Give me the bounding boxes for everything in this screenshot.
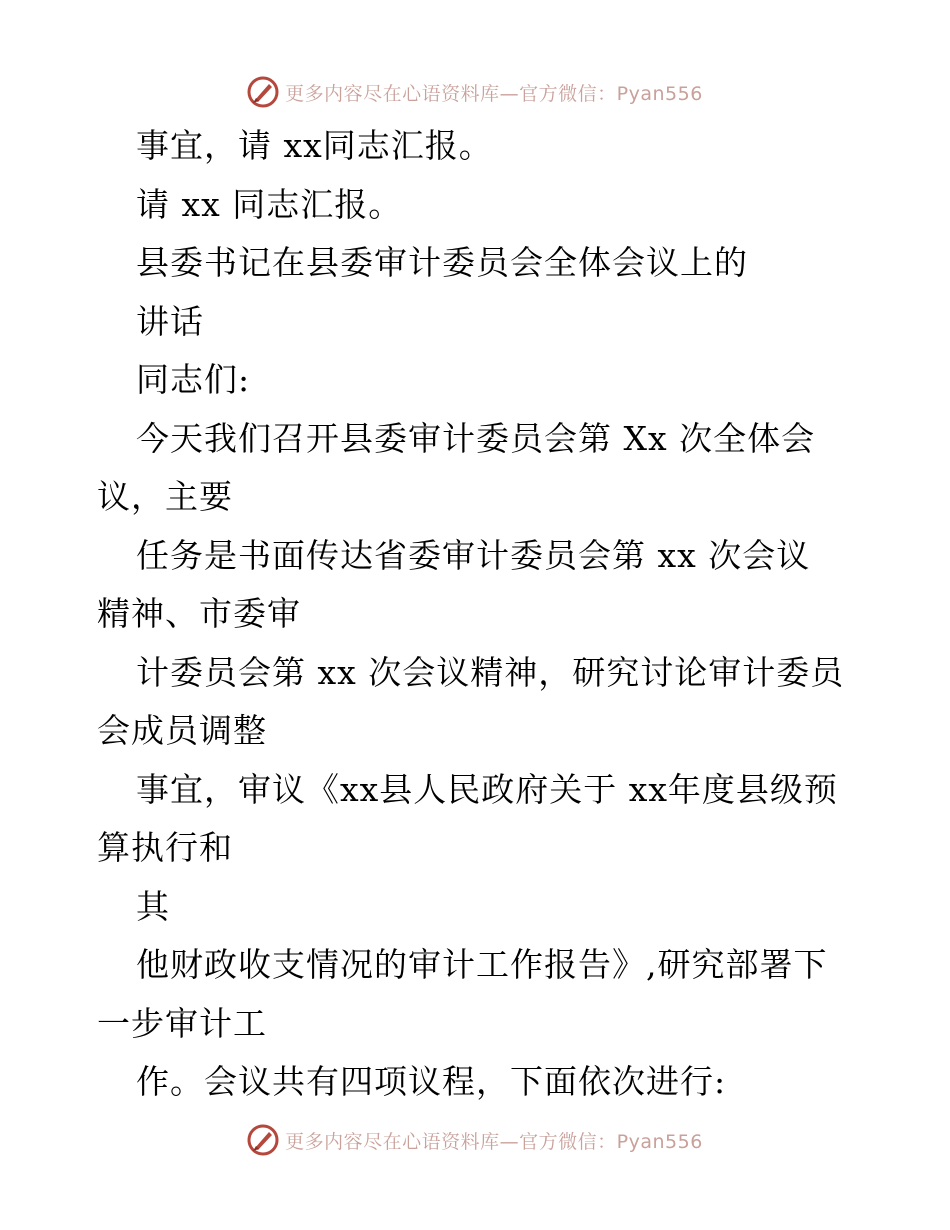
text-line: 作。会议共有四项议程，下面依次进行: [136, 1062, 727, 1101]
text-line: 事宜，请 xx同志汇报。 [136, 126, 493, 165]
quill-pen-logo-icon [247, 76, 279, 108]
text-line: 任务是书面传达省委审计委员会第 xx 次会议 [136, 536, 811, 575]
salutation: 同志们: [136, 360, 251, 399]
document-title-line: 讲话 [136, 302, 204, 341]
text-line: 议，主要 [97, 477, 233, 516]
text-line: 事宜，审议《xx县人民政府关于 xx年度县级预 [136, 770, 838, 809]
text-line: 他财政收支情况的审计工作报告》,研究部署下 [136, 945, 828, 984]
header-watermark [0, 72, 950, 112]
text-line: 算执行和 [97, 828, 233, 867]
watermark-text: 更多内容尽在心语资料库—官方微信：Pyan556 [285, 1130, 703, 1153]
watermark-text: 更多内容尽在心语资料库—官方微信：Pyan556 [285, 82, 703, 105]
text-line: 今天我们召开县委审计委员会第 Xx 次全体会 [136, 419, 816, 458]
text-line: 其 [136, 887, 170, 926]
text-line: 请 xx 同志汇报。 [136, 185, 403, 224]
footer-watermark [0, 1120, 950, 1160]
quill-pen-logo-icon [247, 1124, 279, 1156]
text-line: 精神、市委审 [97, 594, 301, 633]
document-title-line: 县委书记在县委审计委员会全体会议上的 [136, 243, 748, 282]
text-line: 一步审计工 [97, 1004, 267, 1043]
text-line: 会成员调整 [97, 711, 267, 750]
text-line: 计委员会第 xx 次会议精神，研究讨论审计委员 [136, 653, 845, 692]
